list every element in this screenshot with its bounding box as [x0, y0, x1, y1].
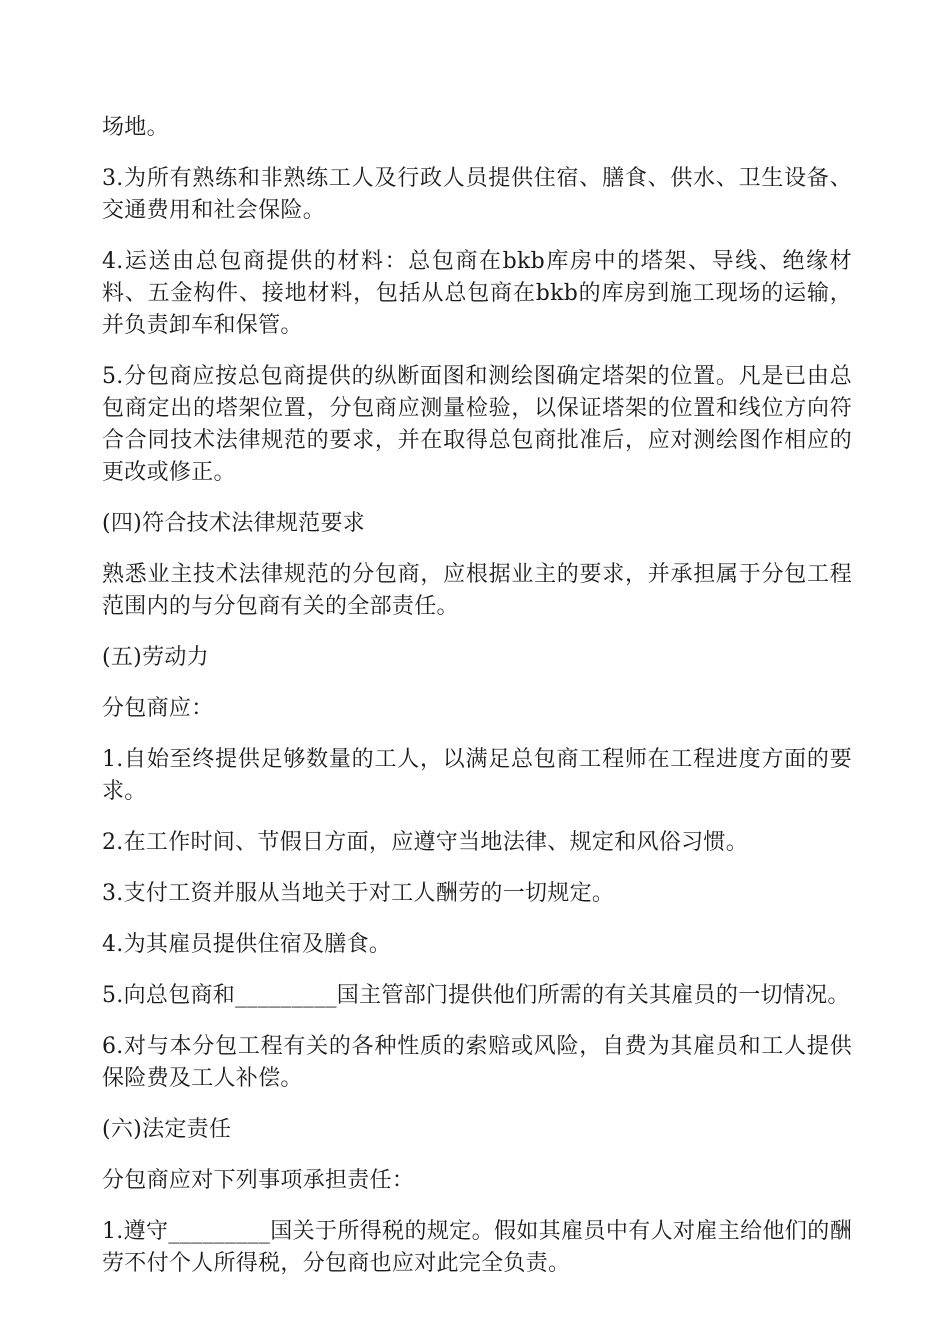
paragraph-labor-item-4: 4.为其雇员提供住宿及膳食。 [102, 932, 392, 957]
paragraph-labor-item-5: 5.向总包商和_________国主管部门提供他们所需的有关其雇员的一切情况。 [102, 983, 850, 1008]
paragraph-subcontractor-shall: 分包商应： [102, 696, 214, 721]
paragraph-item-4-materials: 4.运送由总包商提供的材料：总包商在bkb库房中的塔架、导线、绝缘材料、五金构件、接地材料，包括从总包商在bkb的库房到施工现场的运输，并负责卸车和保管。 [102, 249, 852, 338]
paragraph-labor-item-3: 3.支付工资并服从当地关于对工人酬劳的一切规定。 [102, 881, 615, 906]
paragraph-liability-intro: 分包商应对下列事项承担责任： [102, 1168, 415, 1193]
section-heading-technical-spec: (四)符合技术法律规范要求 [102, 511, 366, 536]
paragraph-labor-item-2: 2.在工作时间、节假日方面，应遵守当地法律、规定和风俗习惯。 [102, 830, 748, 855]
paragraph-item-5-tower-position: 5.分包商应按总包商提供的纵断面图和测绘图确定塔架的位置。凡是已由总包商定出的塔架位置，分包商应测量检验，以保证塔架的位置和线位方向符合合同技术法律规范的要求，并在取得总包商批准后，应对测绘图作相应的更改或修正。 [102, 364, 852, 485]
paragraph-liability-item-1: 1.遵守_________国关于所得税的规定。假如其雇员中有人对雇主给他们的酬劳不付个人所得税，分包商也应对此完全负责。 [102, 1219, 852, 1276]
paragraph-labor-item-1: 1.自始至终提供足够数量的工人，以满足总包商工程师在工程进度方面的要求。 [102, 747, 852, 804]
section-heading-legal-liability: (六)法定责任 [102, 1117, 232, 1142]
paragraph-technical-spec: 熟悉业主技术法律规范的分包商，应根据业主的要求，并承担属于分包工程范围内的与分包商有关的全部责任。 [102, 562, 852, 619]
paragraph-labor-item-6: 6.对与本分包工程有关的各种性质的索赔或风险，自费为其雇员和工人提供保险费及工人补偿。 [102, 1034, 852, 1091]
document-page [102, 112, 852, 1299]
paragraph-site: 场地。 [102, 115, 169, 140]
section-heading-labor: (五)劳动力 [102, 645, 209, 670]
paragraph-item-3-accommodation: 3.为所有熟练和非熟练工人及行政人员提供住宿、膳食、供水、卫生设备、交通费用和社会保险。 [102, 166, 852, 223]
